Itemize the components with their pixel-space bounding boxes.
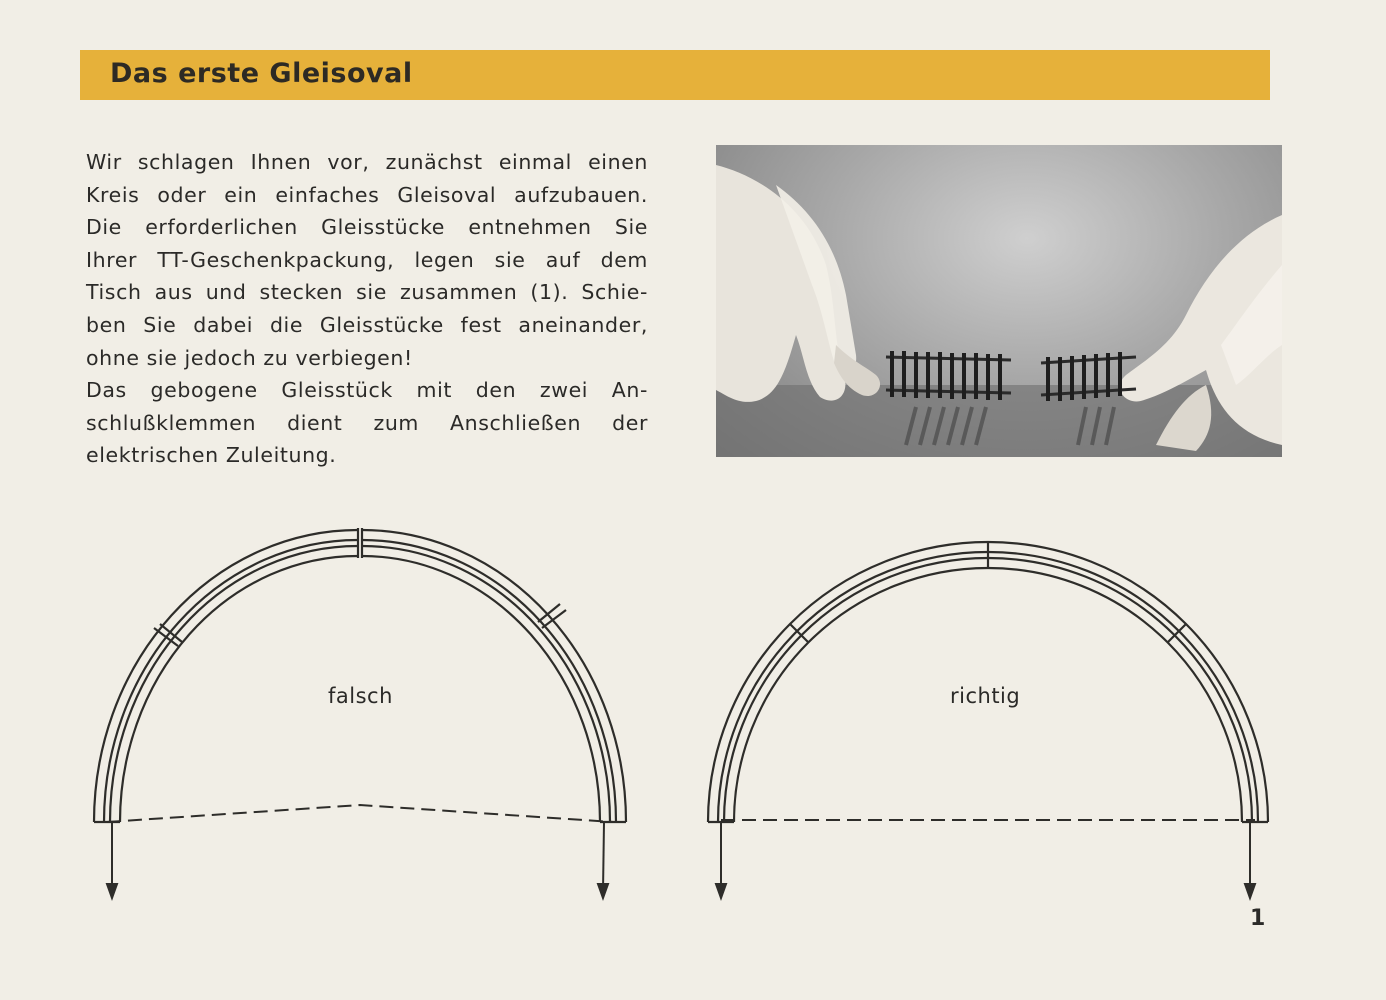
text-line: Die erforderlichen Gleisstücke entnehmen Sie xyxy=(86,215,648,240)
photo-illustration xyxy=(716,145,1282,457)
text-line: ohne sie jedoch zu verbiegen! xyxy=(86,345,413,370)
text-line: Das gebogene Gleisstück mit den zwei An- xyxy=(86,378,648,403)
right-label: richtig xyxy=(950,684,1021,708)
text-line: Wir schlagen Ihnen vor, zunächst einmal einen xyxy=(86,150,648,174)
text-line: schlußklemmen dient zum Anschließen der xyxy=(86,410,648,435)
wrong-chord-dashed xyxy=(107,805,613,822)
text-line: Ihrer TT-Geschenkpackung, legen sie auf dem xyxy=(86,247,648,272)
section-header-bar xyxy=(80,50,1270,100)
track-joining-diagram xyxy=(0,500,1386,920)
page-number: 1 xyxy=(1250,906,1266,931)
section-title: Das erste Gleisoval xyxy=(110,58,413,89)
right-track-outer-rail xyxy=(708,542,1268,822)
track-arcs-illustration xyxy=(0,500,1386,920)
wrong-track-outer-rail xyxy=(94,530,626,822)
hands-connecting-track-photo xyxy=(716,145,1282,457)
text-line: Kreis oder ein einfaches Gleisoval aufzubauen. xyxy=(86,182,648,207)
text-line: ben Sie dabei die Gleisstücke fest aneinander, xyxy=(86,312,648,337)
text-line: Tisch aus und stecken sie zusammen (1). Schie- xyxy=(86,280,648,305)
text-line: elektrischen Zuleitung. xyxy=(86,443,337,468)
intro-paragraph xyxy=(86,146,648,472)
wrong-label: falsch xyxy=(328,684,393,708)
